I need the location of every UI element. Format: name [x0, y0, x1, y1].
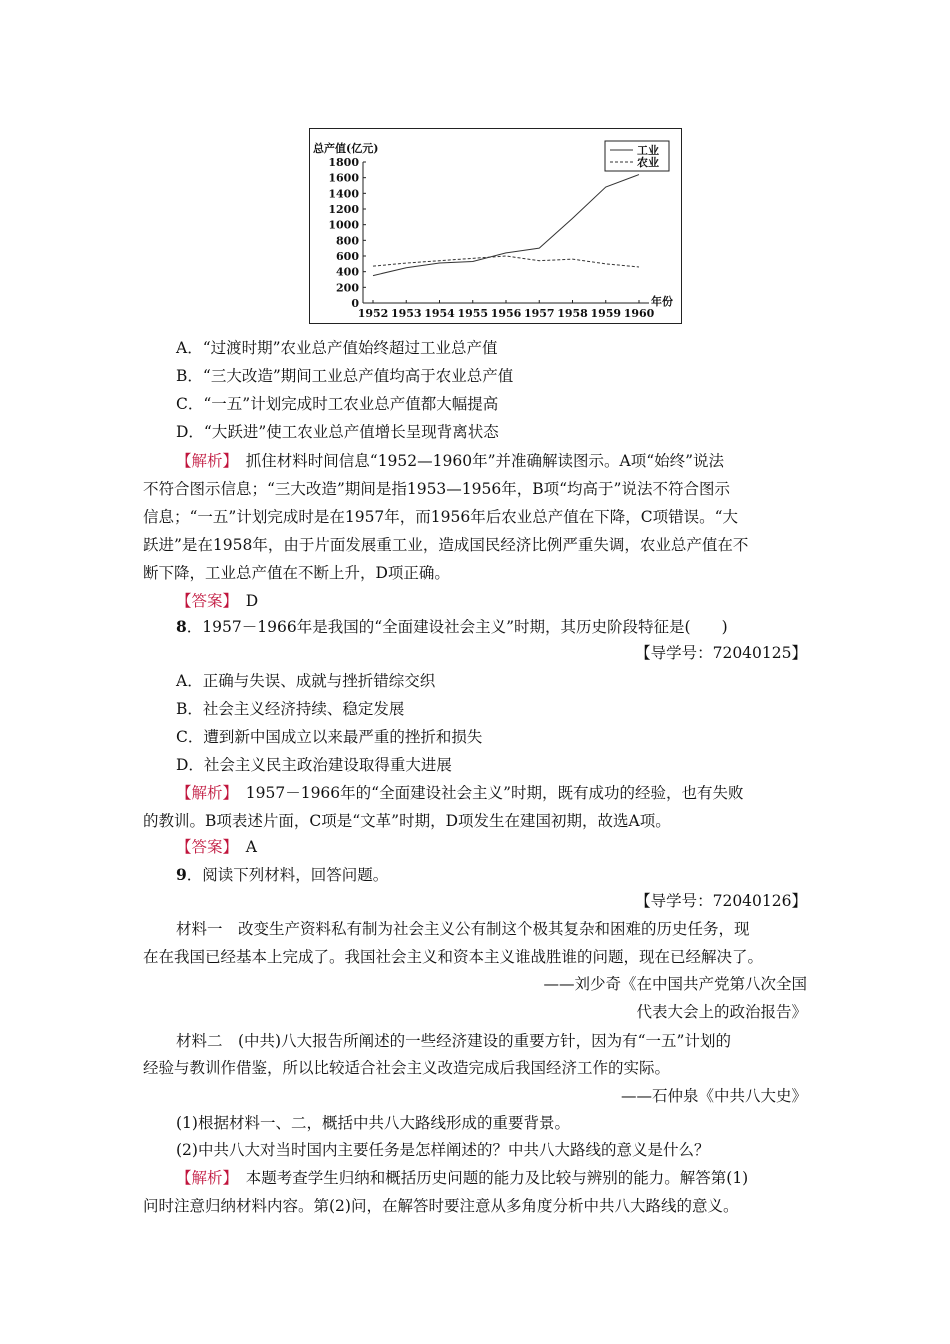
q8-stem: ．1957－1966年是我国的“全面建设社会主义”时期，其历史阶段特征是( ) — [186, 618, 728, 636]
q9-analysis-line-1 — [0, 1168, 950, 1188]
q9-material1-line-2: 在在我国已经基本上完成了。我国社会主义和资本主义谁战胜谁的问题，现在已经解决了。 — [143, 948, 764, 966]
x-tick-label: 1957 — [523, 307, 555, 320]
q7-answer: D — [230, 592, 259, 610]
q9-number: 9 — [176, 865, 187, 884]
y-tick-label: 400 — [336, 265, 359, 279]
q8-option-a: A．正确与失误、成就与挫折错综交织 — [176, 672, 436, 690]
y-axis-label: 总产值(亿元) — [313, 142, 379, 155]
q7-analysis-text-1: 抓住材料时间信息“1952—1960年”并准确解读图示。A项“始终”说法 — [230, 452, 725, 470]
q7-option-a: A．“过渡时期”农业总产值始终超过工业总产值 — [176, 339, 498, 357]
q9-material2-source: ——石仲泉《中共八大史》 — [620, 1087, 807, 1105]
y-tick-label: 1000 — [328, 218, 359, 232]
q8-guide-number: 【导学号：72040125】 — [635, 644, 807, 662]
x-tick-label: 1960 — [623, 307, 655, 320]
q8-answer-line — [0, 837, 950, 857]
q8-option-b: B．社会主义经济持续、稳定发展 — [176, 700, 405, 718]
x-tick-label: 1952 — [357, 307, 389, 320]
q8-number: 8 — [176, 617, 187, 636]
q9-analysis-line-2: 问时注意归纳材料内容。第(2)问，在解答时要注意从多角度分析中共八大路线的意义。 — [143, 1197, 739, 1215]
x-tick-label: 1953 — [390, 307, 422, 320]
legend-label: 工业 — [637, 144, 659, 157]
q8-analysis-tag: 【解析】 — [176, 784, 231, 802]
q8-option-d: D．社会主义民主政治建设取得重大进展 — [176, 756, 452, 774]
q9-material1-source-1: ——刘少奇《在中国共产党第八次全国 — [543, 975, 807, 993]
q7-analysis-line-5: 断下降，工业总产值在不断上升，D项正确。 — [143, 564, 450, 582]
q8-analysis-line-2: 的教训。B项表述片面，C项是“文革”时期，D项发生在建国初期，故选A项。 — [143, 812, 671, 830]
q7-option-b: B．“三大改造”期间工业总产值均高于农业总产值 — [176, 367, 514, 385]
y-tick-label: 0 — [351, 297, 359, 310]
q9-material2-line-1: 材料二 (中共)八大报告所阐述的一些经济建设的重要方针，因为有“一五”计划的 — [176, 1032, 731, 1050]
q7-analysis-line-1 — [0, 451, 950, 471]
q7-analysis-line-3: 信息；“一五”计划完成时是在1957年，而1956年后农业总产值在下降，C项错误。“大 — [143, 508, 739, 526]
q9-subquestion-1: (1)根据材料一、二，概括中共八大路线形成的重要背景。 — [176, 1114, 570, 1132]
y-tick-label: 1400 — [328, 187, 359, 201]
q7-answer-line — [0, 591, 950, 611]
y-tick-label: 800 — [336, 234, 359, 248]
q9-analysis-text-1: 本题考查学生归纳和概括历史问题的能力及比较与辨别的能力。解答第(1) — [230, 1169, 749, 1187]
y-tick-label: 1600 — [328, 171, 359, 185]
y-tick-label: 600 — [336, 250, 359, 263]
q7-analysis-line-2: 不符合图示信息；“三大改造”期间是指1953—1956年，B项“均高于”说法不符合图示 — [143, 480, 730, 498]
x-tick-label: 1955 — [457, 307, 489, 320]
q8-analysis-text-1: 1957－1966年的“全面建设社会主义”时期，既有成功的经验，也有失败 — [230, 784, 744, 802]
q9-stem-line — [0, 865, 950, 885]
x-tick-label: 1954 — [424, 307, 455, 320]
x-tick-label: 1956 — [490, 307, 522, 320]
q9-stem: ．阅读下列材料，回答问题。 — [186, 866, 389, 884]
line-chart — [309, 128, 682, 324]
q8-stem-line — [0, 617, 950, 637]
q9-subquestion-2: (2)中共八大对当时国内主要任务是怎样阐述的？中共八大路线的意义是什么？ — [176, 1141, 710, 1159]
q9-guide-number: 【导学号：72040126】 — [635, 892, 807, 910]
x-tick-label: 1959 — [590, 307, 622, 320]
q8-option-c: C．遭到新中国成立以来最严重的挫折和损失 — [176, 728, 483, 746]
q7-option-d: D．“大跃进”使工农业总产值增长呈现背离状态 — [176, 423, 499, 441]
q9-material1-source-2: 代表大会上的政治报告》 — [636, 1003, 807, 1021]
y-tick-label: 1800 — [328, 156, 359, 169]
q9-material2-line-2: 经验与教训作借鉴，所以比较适合社会主义改造完成后我国经济工作的实际。 — [143, 1059, 671, 1077]
y-tick-label: 1200 — [328, 203, 359, 216]
q7-option-c: C．“一五”计划完成时工农业总产值都大幅提高 — [176, 395, 499, 413]
output-value-chart — [309, 128, 682, 324]
q8-analysis-line-1 — [0, 783, 950, 803]
x-tick-label: 1958 — [557, 307, 588, 320]
q7-analysis-tag: 【解析】 — [176, 452, 231, 470]
q7-analysis-line-4: 跃进”是在1958年，由于片面发展重工业，造成国民经济比例严重失调，农业总产值在不 — [143, 536, 749, 554]
q8-answer-tag: 【答案】 — [176, 838, 231, 856]
x-axis-label: 年份 — [651, 295, 673, 308]
legend-label: 农业 — [637, 156, 659, 169]
q9-analysis-tag: 【解析】 — [176, 1169, 231, 1187]
q8-answer: A — [230, 838, 257, 856]
q9-material1-line-1: 材料一 改变生产资料私有制为社会主义公有制这个极其复杂和困难的历史任务，现 — [176, 920, 750, 938]
q7-answer-tag: 【答案】 — [176, 592, 231, 610]
y-tick-label: 200 — [336, 281, 359, 295]
